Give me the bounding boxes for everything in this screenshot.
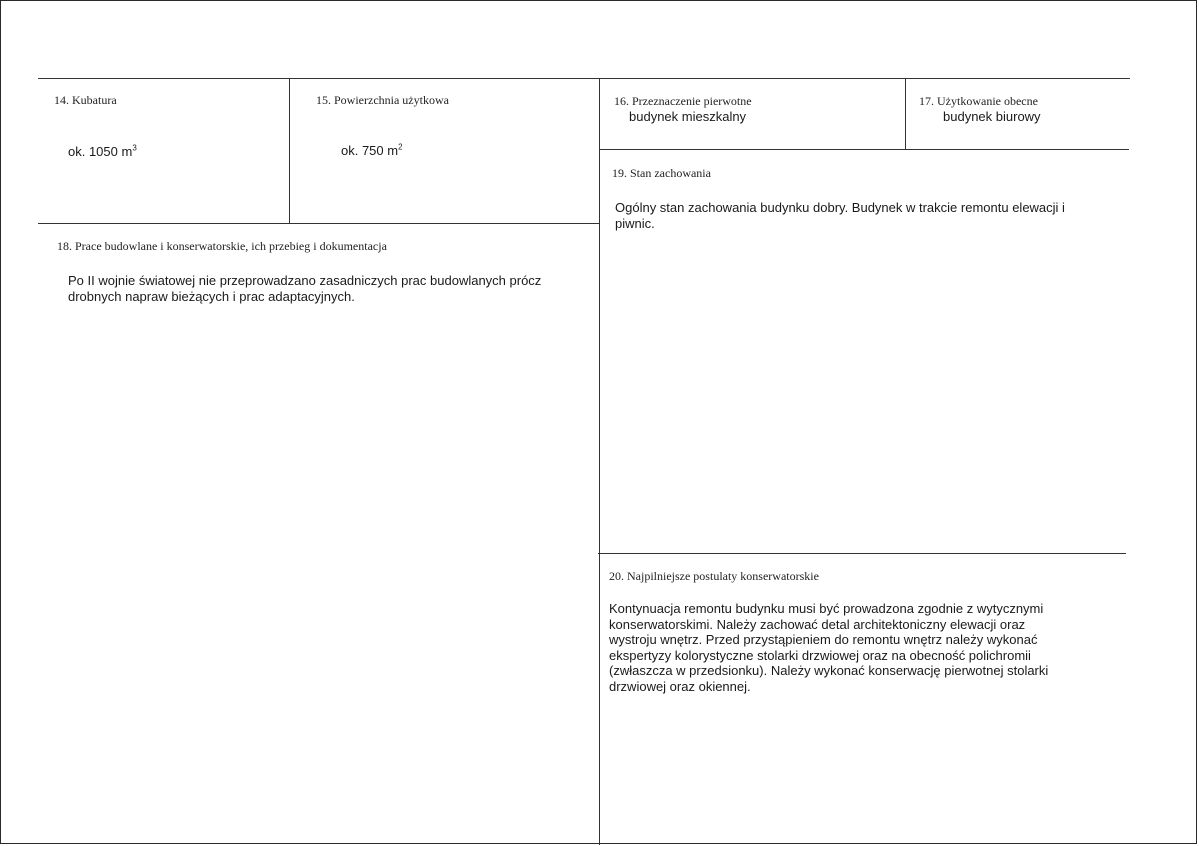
grid-line-row3-right	[598, 553, 1126, 554]
field-15-value	[341, 143, 403, 158]
field-14-unit-exponent: 3	[132, 143, 137, 153]
field-20-line: drzwiowej oraz okiennej.	[609, 678, 751, 694]
field-20-line: konserwatorskimi. Należy zachować detal architektoniczny elewacji oraz	[609, 616, 1026, 632]
field-14-value-text: ok. 1050 m	[68, 144, 133, 159]
field-17-label: 17. Użytkowanie obecne	[919, 94, 1038, 108]
field-20-line: wystroju wnętrz. Przed przystąpieniem do remontu wnętrz należy wykonać	[609, 632, 1038, 648]
field-20-line: ekspertyzy kolorystyczne stolarki drzwiowej oraz na obecność polichromii	[609, 647, 1031, 663]
field-14-label: 14. Kubatura	[54, 93, 117, 107]
grid-line-row1-right	[599, 149, 1129, 150]
field-18-label: 18. Prace budowlane i konserwatorskie, ich przebieg i dokumentacja	[57, 239, 387, 253]
field-17-value: budynek biurowy	[943, 109, 1041, 124]
field-18-line: Po II wojnie światowej nie przeprowadzano zasadniczych prac budowlanych prócz	[68, 273, 542, 288]
field-15-value-text: ok. 750 m	[341, 143, 399, 158]
grid-line-divider-main	[599, 78, 600, 845]
field-19-line: piwnic.	[615, 215, 655, 231]
field-18-line: drobnych napraw bieżących i prac adaptacyjnych.	[68, 288, 355, 304]
field-20-label: 20. Najpilniejsze postulaty konserwatorskie	[609, 569, 819, 583]
field-18-text	[68, 273, 541, 304]
field-16-value: budynek mieszkalny	[629, 109, 747, 124]
field-20-line: Kontynuacja remontu budynku musi być prowadzona zgodnie z wytycznymi	[609, 601, 1044, 616]
field-20-line: (zwłaszcza w przedsionku). Należy wykonać konserwację pierwotnej stolarki	[609, 663, 1049, 679]
grid-line-divider-16-17	[905, 78, 906, 149]
field-15-unit-exponent: 2	[398, 142, 403, 152]
grid-line-row1-left	[38, 223, 599, 224]
field-16-label: 16. Przeznaczenie pierwotne	[614, 94, 752, 108]
field-15-label: 15. Powierzchnia użytkowa	[316, 93, 449, 107]
grid-line-divider-14-15	[289, 78, 290, 223]
field-19-label: 19. Stan zachowania	[612, 166, 711, 180]
field-20-text	[609, 601, 1048, 695]
field-19-line: Ogólny stan zachowania budynku dobry. Budynek w trakcie remontu elewacji i	[615, 200, 1065, 215]
field-19-text	[615, 200, 1065, 231]
grid-line-top	[38, 78, 1130, 79]
field-14-value	[68, 144, 137, 159]
